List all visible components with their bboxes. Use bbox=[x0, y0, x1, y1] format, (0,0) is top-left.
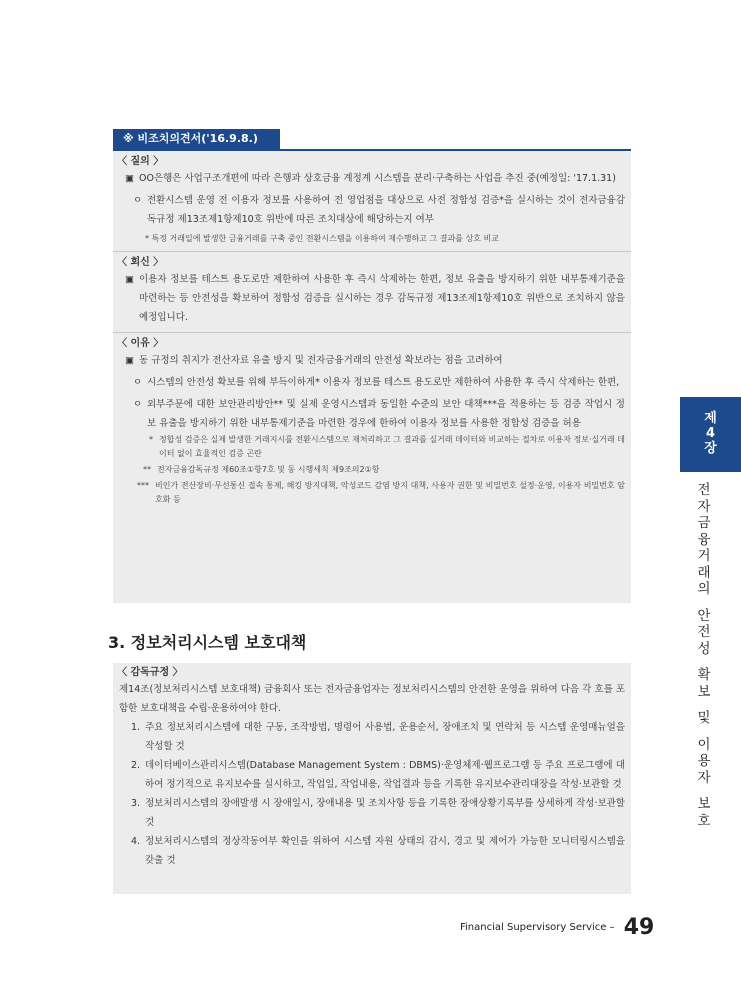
regulation-item-text: 주요 정보처리시스템에 대한 구동, 조작방법, 명령어 사용법, 운용순서, 장애조치 및 연락처 등 시스템 운영매뉴얼을 작성할 것 bbox=[145, 722, 625, 752]
circle-bullet-icon: ㅇ bbox=[133, 399, 143, 410]
regulation-list bbox=[117, 718, 625, 870]
square-bullet-icon: ▣ bbox=[125, 355, 134, 366]
regulation-item-text: 데이터베이스관리시스템(Database Management System : DBMS)·운영체제·웹프로그램 등 주요 프로그램에 대하여 정기적으로 유지보수를 실시하고, 작업일, 작업내용, 작업결과 등을 기록한 유지보수관리대장을 작성·보관할 것 bbox=[145, 760, 625, 790]
reason-item-2: ㅇ 시스템의 안전성 확보를 위해 부득이하게* 이용자 정보를 테스트 용도로만 제한하여 사용한 후 즉시 삭제하는 한편, bbox=[117, 373, 625, 392]
query-item-2: ㅇ 전환시스템 운영 전 이용자 정보를 사용하여 전 영업점을 대상으로 사전 정합성 검증*을 실시하는 것이 전자금융감독규정 제13조제1항제10호 위반에 따른 조치대상에 해당하는지 여부 bbox=[117, 191, 625, 229]
vertical-title-char: 호 bbox=[697, 812, 711, 829]
regulation-item-number: 1. bbox=[131, 722, 141, 733]
vertical-title-char: 및 bbox=[697, 710, 711, 726]
divider bbox=[113, 332, 631, 333]
vertical-title-char: 자 bbox=[697, 769, 711, 786]
query-item-1: ▣ OO은행은 사업구조개편에 따라 은행과 상호금융 계정계 시스템을 분리·구축하는 사업을 추진 중(예정일: '17.1.31) bbox=[117, 169, 625, 188]
answer-item: ▣ 이용자 정보를 테스트 용도로만 제한하여 사용한 후 즉시 삭제하는 한편, 정보 유출을 방지하기 위한 내부통제기준을 마련하는 등 안전성을 확보하여 정합성 검증을 실시하는 경우 감독규정 제13조제1항제10호 위반으로 조치하지 않을 예정입니다. bbox=[117, 270, 625, 327]
regulation-item bbox=[117, 832, 625, 870]
circle-bullet-icon: ㅇ bbox=[133, 377, 143, 388]
regulation-item-number: 3. bbox=[131, 798, 141, 809]
divider bbox=[113, 251, 631, 252]
vertical-title-char: 의 bbox=[697, 581, 711, 597]
regulation-item bbox=[117, 756, 625, 794]
square-bullet-icon: ▣ bbox=[125, 274, 134, 285]
vertical-title-char bbox=[692, 657, 716, 667]
reason-note-2: ** 전자금융감독규정 제60조①항7호 및 동 시행세칙 제9조의2①항 bbox=[143, 465, 380, 474]
vertical-title-char bbox=[692, 700, 716, 710]
regulation-item bbox=[117, 794, 625, 832]
vertical-title-char bbox=[692, 786, 716, 796]
regulation-item-number: 2. bbox=[131, 760, 141, 771]
vertical-title-char: 자 bbox=[697, 498, 711, 515]
footer-label: Financial Supervisory Service – bbox=[460, 922, 615, 933]
vertical-title-char: 전 bbox=[697, 624, 711, 640]
regulation-item-text: 정보처리시스템의 장애발생 시 장애일시, 장애내용 및 조치사항 등을 기록한 장애상황기록부를 상세하게 작성·보관할 것 bbox=[145, 798, 625, 828]
vertical-title-char: 전 bbox=[697, 482, 711, 498]
page-footer bbox=[460, 915, 654, 940]
square-bullet-icon: ▣ bbox=[125, 173, 134, 184]
regulation-box bbox=[113, 663, 631, 894]
chapter-tab: 제 4 장 bbox=[680, 397, 741, 472]
regulation-item bbox=[117, 718, 625, 756]
vertical-title-char: 래 bbox=[697, 564, 711, 581]
regulation-intro: 제14조(정보처리시스템 보호대책) 금융회사 또는 전자금융업자는 정보처리시스템의 안전한 운영을 위하여 다음 각 호를 포함한 보호대책을 수립·운용하여야 한다. bbox=[119, 684, 625, 714]
reason-item-1: ▣ 동 규정의 취지가 전산자료 유출 방지 및 전자금융거래의 안전성 확보라는 점을 고려하여 bbox=[117, 351, 625, 370]
vertical-title-char: 금 bbox=[697, 515, 711, 531]
reason-heading: 〈 이유 〉 bbox=[117, 338, 164, 349]
opinion-box bbox=[113, 149, 631, 603]
chapter-vertical-title bbox=[692, 482, 716, 829]
vertical-title-char: 보 bbox=[697, 796, 711, 812]
vertical-title-char: 안 bbox=[697, 607, 711, 624]
reason-item-3: ㅇ 외부주문에 대한 보안관리방안** 및 실제 운영시스템과 동일한 수준의 보안 대책***을 적용하는 등 검증 작업시 정보 유출을 방지하기 위한 내부통제기준을 마련한 경우에 한하여 이용자 정보를 사용한 정합성 검증을 허용 bbox=[117, 395, 625, 433]
vertical-title-char bbox=[692, 598, 716, 608]
regulation-heading: 〈 감독규정 〉 bbox=[117, 667, 183, 678]
vertical-title-char: 이 bbox=[697, 736, 711, 753]
page-number: 49 bbox=[623, 915, 655, 940]
vertical-title-char: 확 bbox=[697, 667, 711, 683]
section-title: 3. 정보처리시스템 보호대책 bbox=[108, 633, 307, 652]
reason-note-3: *** 비인가 전산장비·무선통신 접속 통제, 해킹 방지대책, 악성코드 감염 방지 대책, 사용자 권한 및 비밀번호 설정·운영, 이용자 비밀번호 암호화 등 bbox=[137, 481, 625, 504]
vertical-title-char: 용 bbox=[697, 753, 711, 769]
query-note: * 특정 거래일에 발생한 금융거래를 구축 중인 전환시스템을 이용하여 재수행하고 그 결과를 상호 비교 bbox=[145, 234, 499, 243]
vertical-title-char bbox=[692, 727, 716, 737]
reason-note-1: * 정합성 검증은 실제 발생한 거래지시를 전환시스템으로 재처리하고 그 결과를 실거래 데이터와 비교하는 절차로 이용자 정보·실거래 데이터 없이 효율적인 검증 곤란 bbox=[149, 435, 625, 458]
regulation-item-text: 정보처리시스템의 정상작동여부 확인을 위하여 시스템 자원 상태의 감시, 경고 및 제어가 가능한 모니터링시스템을 갖출 것 bbox=[145, 836, 625, 866]
regulation-item-number: 4. bbox=[131, 836, 141, 847]
answer-heading: 〈 회신 〉 bbox=[117, 257, 164, 268]
vertical-title-char: 거 bbox=[697, 548, 711, 564]
opinion-tag: ※ 비조치의견서('16.9.8.) bbox=[113, 129, 280, 149]
query-heading: 〈 질의 〉 bbox=[117, 156, 164, 167]
circle-bullet-icon: ㅇ bbox=[133, 195, 143, 206]
vertical-title-char: 융 bbox=[697, 531, 711, 548]
vertical-title-char: 보 bbox=[697, 683, 711, 700]
vertical-title-char: 성 bbox=[697, 640, 711, 657]
